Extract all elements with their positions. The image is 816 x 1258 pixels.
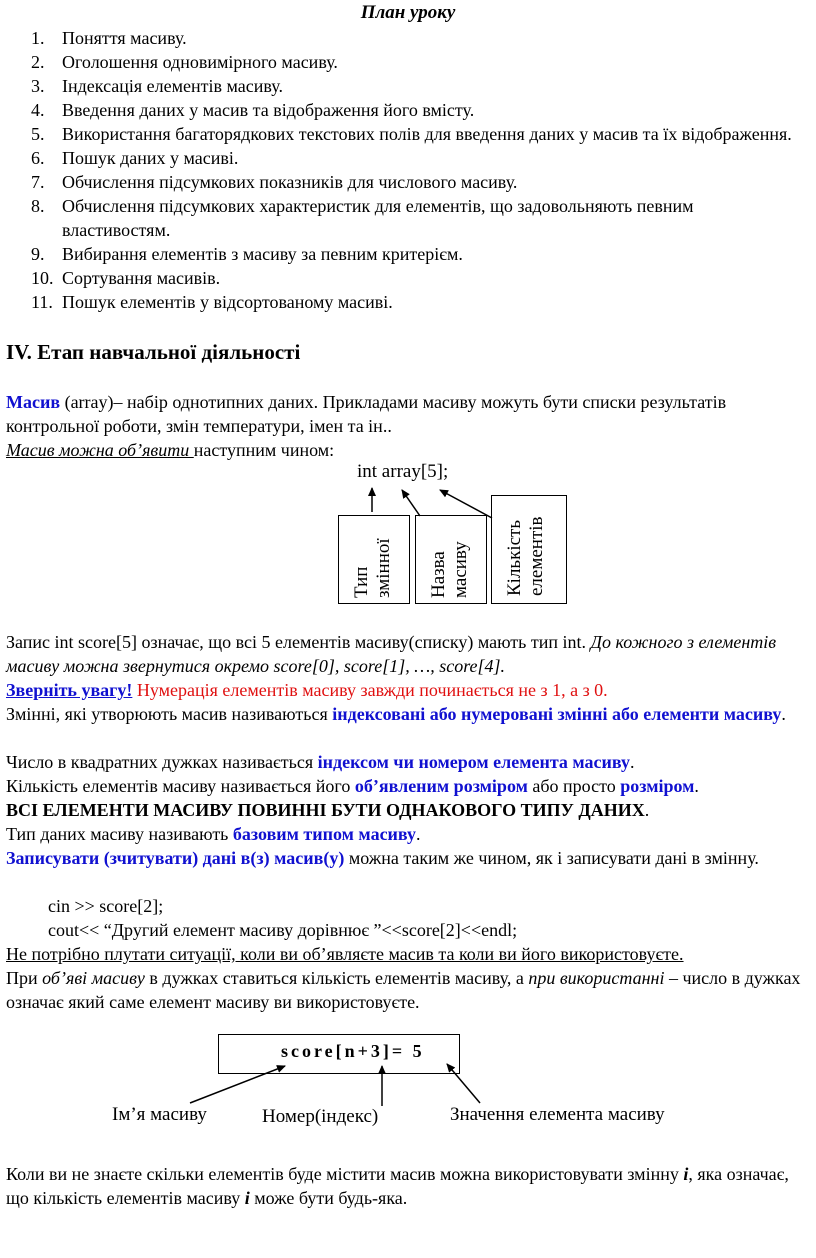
text: . <box>694 776 699 796</box>
text: може бути будь-яка. <box>249 1188 408 1208</box>
same-type-rule: ВСІ ЕЛЕМЕНТИ МАСИВУ ПОВИННІ БУТИ ОДНАКОВОГО ТИПУ ДАНИХ <box>6 800 645 820</box>
plan-item-number: 5. <box>31 124 45 144</box>
arrow-name <box>402 490 420 516</box>
plan-item-text: Оголошення одновимірного масиву. <box>62 52 338 72</box>
type-label: Тип змінної <box>351 538 394 598</box>
score-access-note: До кожного з елементів масиву можна звернутися окремо score[0], score[1], …, score[4]. <box>6 632 777 676</box>
text: в дужках ставиться кількість елементів масиву, а <box>144 968 529 988</box>
label-index: Номер(індекс) <box>262 1106 379 1127</box>
text: – число в дужках означає який саме елемент масиву ви використовуєте. <box>6 968 801 1012</box>
text: . <box>630 752 635 772</box>
attention-text: Нумерація елементів масиву завжди починається не з 1, а з 0. <box>132 680 608 700</box>
text: Коли ви не знаєте скільки елементів буде містити масив можна використовувати змінну <box>6 1164 684 1184</box>
declare-term: об’яві масиву <box>42 968 145 988</box>
plan-item-text: Пошук даних у масиві. <box>62 148 239 168</box>
code-line-cin: cin >> score[2]; <box>48 896 164 916</box>
plan-item-number: 9. <box>31 244 45 264</box>
plan-item-number: 1. <box>31 28 45 48</box>
plan-item-text: Індексація елементів масиву. <box>62 76 283 96</box>
arrow-array-name <box>190 1066 285 1103</box>
plan-item-text: Пошук елементів у відсортованому масиві. <box>62 292 393 312</box>
plan-title: План уроку <box>360 2 456 23</box>
plan-item-text: Використання багаторядкових текстових полів для введення даних у масив та їх відображення. <box>62 124 792 144</box>
plan-item-text: Обчислення підсумкових показників для числового масиву. <box>62 172 518 192</box>
arrow-count <box>440 490 492 518</box>
declare-rest: наступним чином: <box>193 440 335 460</box>
declaration-code: int array[5]; <box>357 461 449 482</box>
plan-item-text: Сортування масивів. <box>62 268 221 288</box>
score-note: Запис int score[5] означає, що всі 5 елементів масиву(списку) мають тип int. <box>6 632 591 652</box>
plan-item-number: 6. <box>31 148 45 168</box>
plan-item-number: 10. <box>31 268 54 288</box>
plan-item-text: Поняття масиву. <box>62 28 187 48</box>
count-label: Кількість елементів <box>504 516 547 596</box>
variable-i: і <box>683 1164 689 1184</box>
text: Кількість елементів масиву називається його <box>6 776 355 796</box>
term-size: розміром <box>620 776 695 796</box>
section-heading: IV. Етап навчальної діяльності <box>6 340 301 364</box>
text: можна таким же чином, як і записувати дані в змінну. <box>344 848 759 868</box>
term-array: Масив <box>6 392 61 412</box>
plan-item-text: Обчислення підсумкових характеристик для елементів, що задовольняють певним властивостям. <box>62 196 694 240</box>
name-label: Назва масиву <box>428 541 471 598</box>
text: , яка означає, що кількість елементів масиву <box>6 1164 789 1208</box>
text: або просто <box>527 776 621 796</box>
text: . <box>416 824 421 844</box>
plan-item-number: 4. <box>31 100 45 120</box>
arrow-value <box>447 1064 480 1103</box>
code-line-cout: cout<< “Другий елемент масиву дорівнює ”<<score[2]<<endl; <box>48 920 518 940</box>
term-declared-size: об’явленим розміром <box>354 776 528 796</box>
term-indexed: індексовані або нумеровані змінні або елементи масиву <box>332 704 782 724</box>
text: . <box>644 800 650 820</box>
text: Змінні, які утворюють масив називаються <box>6 704 333 724</box>
variable-i: і <box>244 1188 250 1208</box>
definition-text: (array)– набір однотипних даних. Прикладами масиву можуть бути списки результатів контрольної роботи, змін температури, імен та ін.. <box>6 392 727 436</box>
term-index: індексом чи номером елемента масиву <box>317 752 631 772</box>
term-read-write: Записувати (зчитувати) дані в(з) масив(у) <box>6 848 345 868</box>
plan-item-number: 11. <box>31 292 53 312</box>
text: При <box>6 968 43 988</box>
label-array-name: Ім’я масиву <box>112 1104 207 1125</box>
plan-item-number: 8. <box>31 196 45 216</box>
declare-phrase: Масив можна об’явити <box>6 440 194 460</box>
text: . <box>781 704 786 724</box>
use-term: при використанні <box>528 968 665 988</box>
plan-item-number: 3. <box>31 76 45 96</box>
term-base-type: базовим типом масиву <box>232 824 417 844</box>
attention-label: Зверніть увагу! <box>6 680 133 700</box>
expression-text: score[n+3]= 5 <box>281 1041 425 1061</box>
text: Тип даних масиву називають <box>6 824 233 844</box>
paragraph-dont-confuse: Не потрібно плутати ситуації, коли ви об’являєте масив та коли ви його використовуєте. <box>6 944 684 964</box>
label-value: Значення елемента масиву <box>450 1104 665 1125</box>
plan-item-number: 2. <box>31 52 45 72</box>
plan-item-text: Вибирання елементів з масиву за певним критерієм. <box>62 244 463 264</box>
plan-item-number: 7. <box>31 172 45 192</box>
text: Число в квадратних дужках називається <box>6 752 318 772</box>
plan-item-text: Введення даних у масив та відображення його вмісту. <box>62 100 475 120</box>
